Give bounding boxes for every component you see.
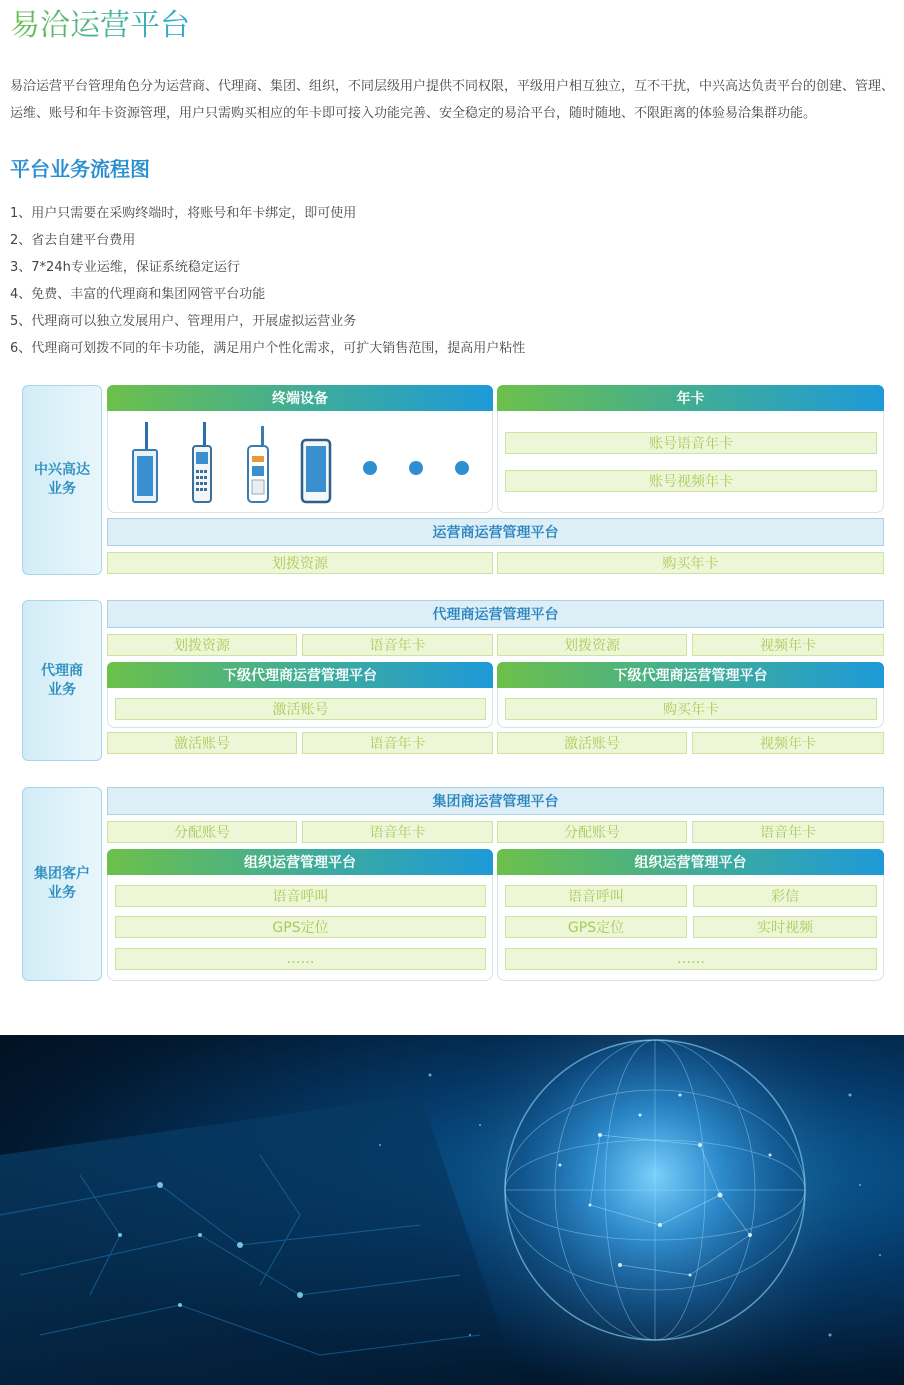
card-video: 账号视频年卡 xyxy=(505,470,877,492)
action-buy: 购买年卡 xyxy=(497,552,884,574)
group-row1-item: 语音年卡 xyxy=(692,821,884,843)
agent-row2-item: 激活账号 xyxy=(107,732,297,754)
page-title: 易洽运营平台 xyxy=(10,6,190,46)
agent-row1-item: 视频年卡 xyxy=(692,634,884,656)
annual-card-panel-header: 年卡 xyxy=(497,385,884,411)
agent-row2-item: 激活账号 xyxy=(497,732,687,754)
org-panel-right xyxy=(497,849,884,981)
org-item: …… xyxy=(505,948,877,970)
list-item: 1、用户只需要在采购终端时，将账号和年卡绑定，即可使用 xyxy=(10,206,357,221)
org-item: 语音呼叫 xyxy=(115,885,486,907)
hero-globe-image xyxy=(0,1035,904,1385)
sub-agent-panel-header: 下级代理商运营管理平台 xyxy=(107,662,493,688)
operator-platform-bar: 运营商运营管理平台 xyxy=(107,518,884,546)
list-item: 6、代理商可划拨不同的年卡功能，满足用户个性化需求，可扩大销售范围，提高用户粘性 xyxy=(10,341,526,356)
agent-row1-item: 划拨资源 xyxy=(497,634,687,656)
org-panel-header: 组织运营管理平台 xyxy=(497,849,884,875)
org-panel-header: 组织运营管理平台 xyxy=(107,849,493,875)
handset-icon xyxy=(190,420,214,504)
terminal-panel xyxy=(107,385,493,513)
agent-row1-item: 划拨资源 xyxy=(107,634,297,656)
radio-icon xyxy=(130,420,160,504)
agent-row2-item: 语音年卡 xyxy=(302,732,493,754)
sub-agent-panel-header: 下级代理商运营管理平台 xyxy=(497,662,884,688)
section-label-group: 集团客户 业务 xyxy=(22,787,102,981)
more-dot-icon xyxy=(455,461,469,475)
walkie-talkie-icon xyxy=(245,424,271,504)
feature-list xyxy=(10,200,525,362)
smartphone-icon xyxy=(300,438,332,504)
more-dot-icon xyxy=(409,461,423,475)
agent-row2-item: 视频年卡 xyxy=(692,732,884,754)
org-item: GPS定位 xyxy=(505,916,687,938)
globe-network-graphic xyxy=(0,1035,904,1385)
group-row1-item: 分配账号 xyxy=(107,821,297,843)
group-row1-item: 分配账号 xyxy=(497,821,687,843)
flow-subtitle: 平台业务流程图 xyxy=(10,157,150,181)
intro-paragraph: 易洽运营平台管理角色分为运营商、代理商、集团、组织，不同层级用户提供不同权限，平级用户相互独立，互不干扰，中兴高达负责平台的创建、管理、运维、账号和年卡资源管理，用户只需购买相应的年卡即可接入功能完善、安全稳定的易洽平台，随时随地、不限距离的体验易洽集群功能。 xyxy=(10,79,895,121)
sub-agent-item: 购买年卡 xyxy=(505,698,877,720)
agent-row1-item: 语音年卡 xyxy=(302,634,493,656)
card-voice: 账号语音年卡 xyxy=(505,432,877,454)
org-item: GPS定位 xyxy=(115,916,486,938)
action-allocate: 划拨资源 xyxy=(107,552,493,574)
sub-agent-item: 激活账号 xyxy=(115,698,486,720)
sub-agent-panel-right xyxy=(497,662,884,728)
sub-agent-panel-left xyxy=(107,662,493,728)
section-label-zte: 中兴高达 业务 xyxy=(22,385,102,575)
org-item: 实时视频 xyxy=(693,916,877,938)
section-label-agent: 代理商 业务 xyxy=(22,600,102,761)
more-dot-icon xyxy=(363,461,377,475)
list-item: 4、免费、丰富的代理商和集团网管平台功能 xyxy=(10,287,266,302)
annual-card-panel xyxy=(497,385,884,513)
agent-platform-bar: 代理商运营管理平台 xyxy=(107,600,884,628)
org-item: 彩信 xyxy=(693,885,877,907)
org-item: 语音呼叫 xyxy=(505,885,687,907)
terminal-panel-header: 终端设备 xyxy=(107,385,493,411)
group-row1-item: 语音年卡 xyxy=(302,821,493,843)
org-item: …… xyxy=(115,948,486,970)
list-item: 3、7*24h专业运维，保证系统稳定运行 xyxy=(10,260,240,275)
list-item: 2、省去自建平台费用 xyxy=(10,233,136,248)
group-platform-bar: 集团商运营管理平台 xyxy=(107,787,884,815)
list-item: 5、代理商可以独立发展用户、管理用户，开展虚拟运营业务 xyxy=(10,314,357,329)
org-panel-left xyxy=(107,849,493,981)
